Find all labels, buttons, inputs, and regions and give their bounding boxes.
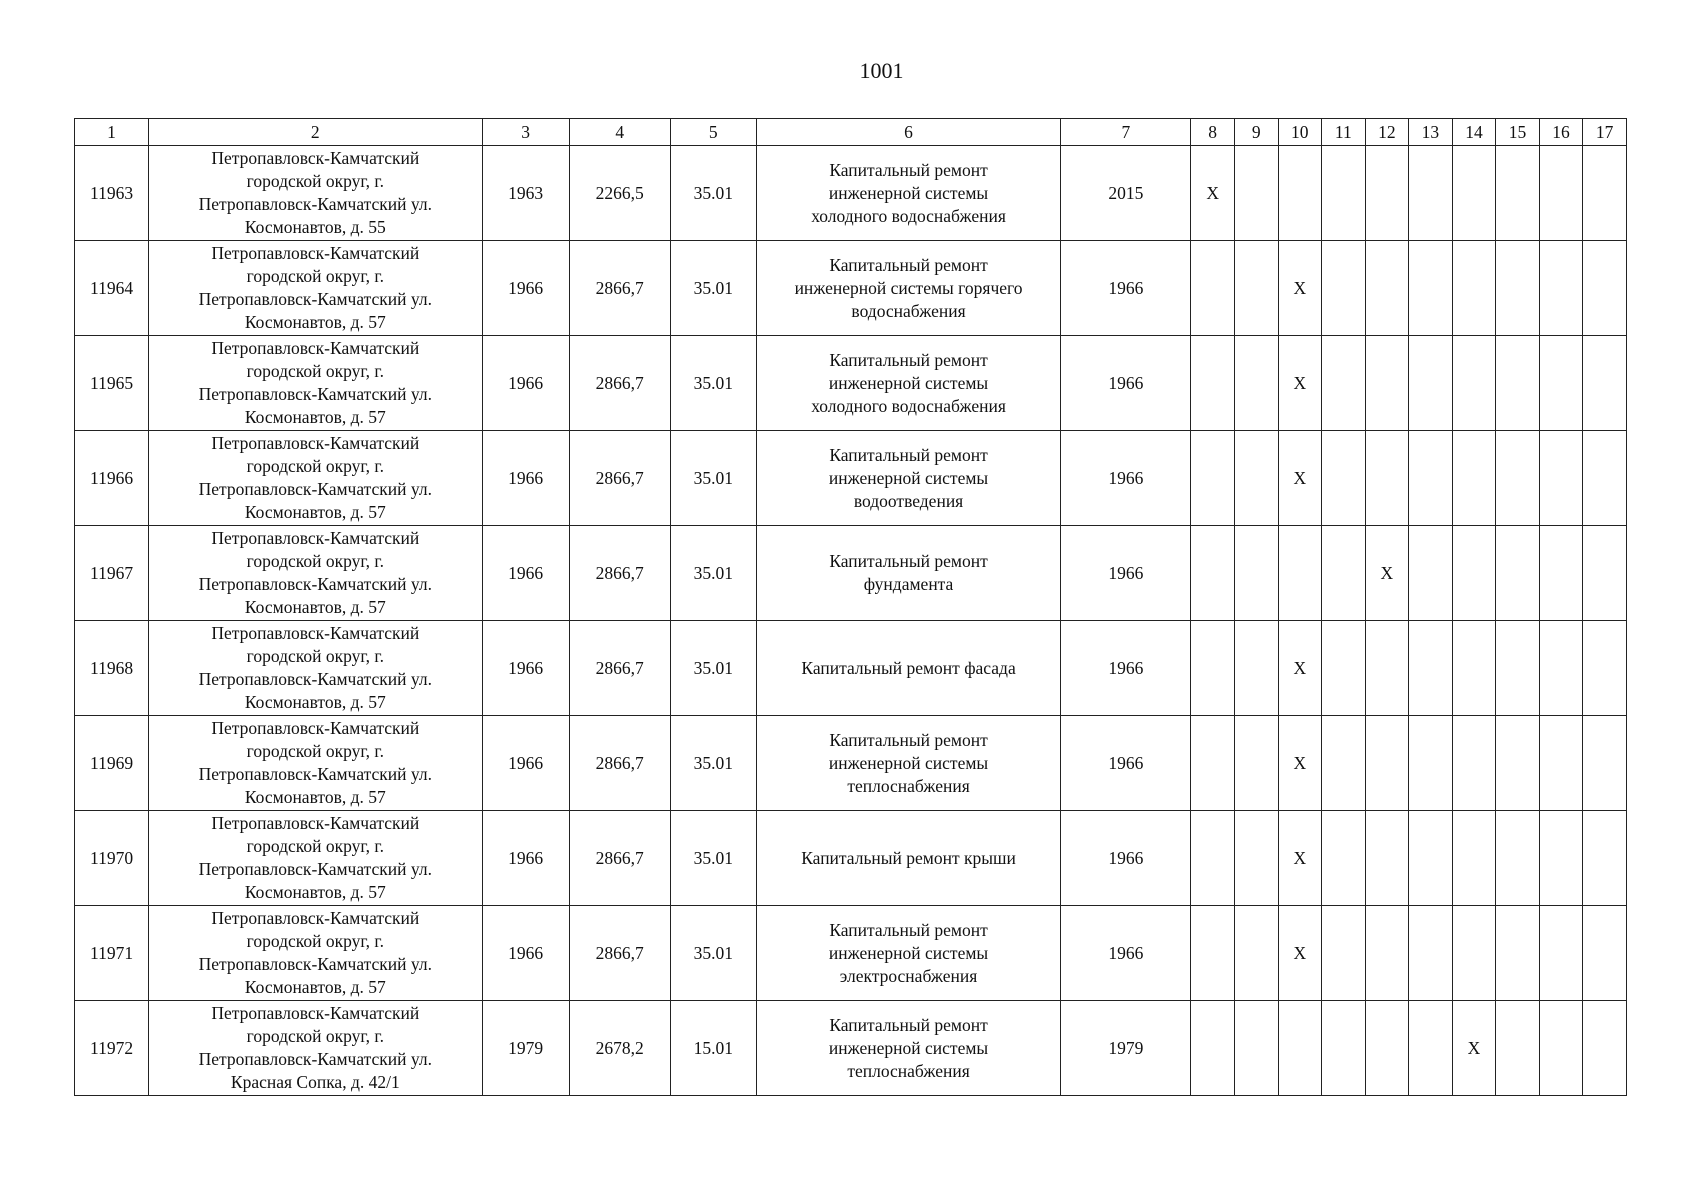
- empty-cell-col-14: [1452, 336, 1496, 431]
- mark-cell-col-10: X: [1278, 716, 1322, 811]
- work-type-cell-line: Капитальный ремонт: [829, 919, 988, 940]
- column-header-17: 17: [1583, 119, 1627, 146]
- address-cell-line: городской округ, г.: [246, 551, 384, 571]
- mark-cell-col-10: X: [1278, 621, 1322, 716]
- year-cell: 1966: [482, 526, 569, 621]
- year-7-cell: 1979: [1061, 1001, 1191, 1096]
- address-cell-line: Космонавтов, д. 57: [244, 312, 386, 332]
- work-type-cell: [756, 811, 1060, 906]
- code-cell: 35.01: [670, 241, 756, 336]
- address-cell-line: Петропавловск-Камчатский: [211, 433, 420, 453]
- table-row: [75, 431, 1627, 526]
- empty-cell-col-13: [1409, 336, 1453, 431]
- mark-cell-col-10: X: [1278, 241, 1322, 336]
- empty-cell-col-15: [1496, 716, 1540, 811]
- work-type-cell: [756, 621, 1060, 716]
- table-row: [75, 906, 1627, 1001]
- row-id: 11967: [75, 526, 149, 621]
- empty-cell-col-16: [1539, 906, 1583, 1001]
- year-7-cell: 1966: [1061, 336, 1191, 431]
- empty-cell-col-17: [1583, 336, 1627, 431]
- work-type-cell: [756, 146, 1060, 241]
- area-cell: 2866,7: [569, 716, 670, 811]
- address-cell-line: Петропавловск-Камчатский: [211, 338, 420, 358]
- empty-cell-col-17: [1583, 1001, 1627, 1096]
- work-type-cell-line: Капитальный ремонт: [829, 159, 988, 180]
- mark-cell-col-10: X: [1278, 906, 1322, 1001]
- work-type-cell-line: инженерной системы: [828, 942, 989, 963]
- empty-cell-col-16: [1539, 431, 1583, 526]
- work-type-cell-line: Капитальный ремонт: [829, 551, 988, 571]
- empty-cell-col-8: [1191, 621, 1235, 716]
- empty-cell-col-12: [1365, 906, 1409, 1001]
- address-cell-line: городской округ, г.: [246, 361, 384, 381]
- column-header-1: 1: [75, 119, 149, 146]
- work-type-cell-line: водоснабжения: [851, 300, 966, 321]
- row-id: 11964: [75, 241, 149, 336]
- address-cell-line: Петропавловск-Камчатский: [211, 813, 420, 833]
- empty-cell-col-8: [1191, 431, 1235, 526]
- work-type-cell-line: инженерной системы: [828, 467, 989, 488]
- address-cell-line: Космонавтов, д. 57: [244, 407, 386, 427]
- empty-cell-col-10: [1278, 1001, 1322, 1096]
- code-cell: 35.01: [670, 811, 756, 906]
- year-cell: 1966: [482, 431, 569, 526]
- address-cell-line: городской округ, г.: [246, 836, 384, 856]
- work-type-cell-line: инженерной системы горячего: [794, 277, 1023, 298]
- year-cell: 1966: [482, 906, 569, 1001]
- area-cell: 2866,7: [569, 431, 670, 526]
- address-cell-line: Петропавловск-Камчатский ул.: [198, 479, 432, 499]
- empty-cell-col-16: [1539, 1001, 1583, 1096]
- area-cell: 2866,7: [569, 811, 670, 906]
- empty-cell-col-16: [1539, 241, 1583, 336]
- address-cell-line: Петропавловск-Камчатский ул.: [198, 1049, 432, 1069]
- empty-cell-col-16: [1539, 716, 1583, 811]
- empty-cell-col-15: [1496, 241, 1540, 336]
- empty-cell-col-9: [1234, 241, 1278, 336]
- empty-cell-col-12: [1365, 811, 1409, 906]
- work-type-cell: [756, 716, 1060, 811]
- address-cell-line: Космонавтов, д. 57: [244, 977, 386, 997]
- empty-cell-col-8: [1191, 526, 1235, 621]
- column-header-2: 2: [149, 119, 482, 146]
- empty-cell-col-11: [1322, 621, 1366, 716]
- mark-cell-col-8: X: [1191, 146, 1235, 241]
- column-header-10: 10: [1278, 119, 1322, 146]
- address-cell-line: Петропавловск-Камчатский: [211, 623, 420, 643]
- empty-cell-col-11: [1322, 526, 1366, 621]
- address-cell: [149, 716, 482, 811]
- address-cell-line: Петропавловск-Камчатский ул.: [198, 859, 432, 879]
- column-header-12: 12: [1365, 119, 1409, 146]
- empty-cell-col-9: [1234, 526, 1278, 621]
- address-cell-line: Петропавловск-Камчатский ул.: [198, 669, 432, 689]
- code-cell: 35.01: [670, 906, 756, 1001]
- work-type-cell-line: Капитальный ремонт фасада: [801, 657, 1016, 678]
- empty-cell-col-9: [1234, 811, 1278, 906]
- empty-cell-col-8: [1191, 811, 1235, 906]
- column-header-4: 4: [569, 119, 670, 146]
- empty-cell-col-11: [1322, 146, 1366, 241]
- work-type-cell-line: Капитальный ремонт: [829, 349, 988, 370]
- year-cell: 1966: [482, 811, 569, 906]
- work-type-cell: [756, 906, 1060, 1001]
- empty-cell-col-8: [1191, 1001, 1235, 1096]
- code-cell: 35.01: [670, 526, 756, 621]
- code-cell: 35.01: [670, 336, 756, 431]
- address-cell-line: Космонавтов, д. 57: [244, 502, 386, 522]
- column-header-13: 13: [1409, 119, 1453, 146]
- table-row: [75, 1001, 1627, 1096]
- year-cell: 1979: [482, 1001, 569, 1096]
- row-id: 11968: [75, 621, 149, 716]
- work-type-cell-line: Капитальный ремонт крыши: [801, 847, 1016, 868]
- empty-cell-col-11: [1322, 336, 1366, 431]
- address-cell-line: городской округ, г.: [246, 171, 384, 191]
- address-cell-line: городской округ, г.: [246, 1026, 384, 1046]
- address-cell-line: городской округ, г.: [246, 741, 384, 761]
- address-cell-line: Петропавловск-Камчатский: [211, 718, 420, 738]
- work-type-cell: [756, 241, 1060, 336]
- address-cell-line: Петропавловск-Камчатский: [211, 148, 420, 168]
- row-id: 11972: [75, 1001, 149, 1096]
- repair-schedule-table: [74, 118, 1627, 1096]
- empty-cell-col-14: [1452, 526, 1496, 621]
- column-header-6: 6: [756, 119, 1060, 146]
- empty-cell-col-8: [1191, 716, 1235, 811]
- address-cell: [149, 811, 482, 906]
- work-type-cell-line: водоотведения: [853, 490, 964, 511]
- empty-cell-col-15: [1496, 431, 1540, 526]
- empty-cell-col-9: [1234, 336, 1278, 431]
- empty-cell-col-9: [1234, 906, 1278, 1001]
- work-type-cell-line: инженерной системы: [828, 372, 989, 393]
- address-cell-line: Петропавловск-Камчатский: [211, 243, 420, 263]
- year-7-cell: 1966: [1061, 241, 1191, 336]
- row-id: 11969: [75, 716, 149, 811]
- address-cell: [149, 336, 482, 431]
- address-cell: [149, 621, 482, 716]
- work-type-cell-line: Капитальный ремонт: [829, 254, 988, 275]
- column-header-3: 3: [482, 119, 569, 146]
- address-cell-line: Петропавловск-Камчатский: [211, 908, 420, 928]
- work-type-cell: [756, 1001, 1060, 1096]
- empty-cell-col-13: [1409, 431, 1453, 526]
- empty-cell-col-16: [1539, 336, 1583, 431]
- empty-cell-col-11: [1322, 906, 1366, 1001]
- work-type-cell-line: холодного водоснабжения: [811, 205, 1006, 226]
- empty-cell-col-9: [1234, 716, 1278, 811]
- work-type-cell-line: Капитальный ремонт: [829, 729, 988, 750]
- empty-cell-col-15: [1496, 906, 1540, 1001]
- code-cell: 15.01: [670, 1001, 756, 1096]
- empty-cell-col-8: [1191, 336, 1235, 431]
- empty-cell-col-8: [1191, 241, 1235, 336]
- empty-cell-col-12: [1365, 146, 1409, 241]
- empty-cell-col-13: [1409, 906, 1453, 1001]
- address-cell-line: Петропавловск-Камчатский ул.: [198, 574, 432, 594]
- area-cell: 2678,2: [569, 1001, 670, 1096]
- column-header-8: 8: [1191, 119, 1235, 146]
- empty-cell-col-14: [1452, 241, 1496, 336]
- work-type-cell-line: Капитальный ремонт: [829, 444, 988, 465]
- column-number-header: [75, 119, 1627, 146]
- address-cell: [149, 1001, 482, 1096]
- year-cell: 1963: [482, 146, 569, 241]
- work-type-cell-line: инженерной системы: [828, 182, 989, 203]
- address-cell: [149, 526, 482, 621]
- address-cell-line: Петропавловск-Камчатский ул.: [198, 954, 432, 974]
- row-id: 11970: [75, 811, 149, 906]
- empty-cell-col-10: [1278, 146, 1322, 241]
- work-type-cell-line: теплоснабжения: [847, 1060, 970, 1081]
- year-7-cell: 1966: [1061, 906, 1191, 1001]
- address-cell-line: Петропавловск-Камчатский: [211, 528, 420, 548]
- page-number: 1001: [859, 58, 904, 83]
- work-type-cell-line: инженерной системы: [828, 752, 989, 773]
- year-7-cell: 1966: [1061, 811, 1191, 906]
- empty-cell-col-17: [1583, 241, 1627, 336]
- work-type-cell-line: инженерной системы: [828, 1037, 989, 1058]
- column-header-9: 9: [1234, 119, 1278, 146]
- column-header-5: 5: [670, 119, 756, 146]
- empty-cell-col-15: [1496, 811, 1540, 906]
- row-id: 11971: [75, 906, 149, 1001]
- work-type-cell: [756, 431, 1060, 526]
- address-cell-line: Петропавловск-Камчатский: [211, 1003, 420, 1023]
- empty-cell-col-13: [1409, 526, 1453, 621]
- empty-cell-col-17: [1583, 431, 1627, 526]
- empty-cell-col-9: [1234, 1001, 1278, 1096]
- empty-cell-col-17: [1583, 621, 1627, 716]
- empty-cell-col-9: [1234, 621, 1278, 716]
- address-cell-line: Петропавловск-Камчатский ул.: [198, 764, 432, 784]
- year-cell: 1966: [482, 621, 569, 716]
- address-cell-line: Петропавловск-Камчатский ул.: [198, 384, 432, 404]
- address-cell-line: городской округ, г.: [246, 456, 384, 476]
- table-row: [75, 621, 1627, 716]
- address-cell: [149, 431, 482, 526]
- empty-cell-col-17: [1583, 146, 1627, 241]
- area-cell: 2866,7: [569, 241, 670, 336]
- empty-cell-col-15: [1496, 1001, 1540, 1096]
- empty-cell-col-15: [1496, 621, 1540, 716]
- work-type-cell: [756, 336, 1060, 431]
- empty-cell-col-16: [1539, 146, 1583, 241]
- empty-cell-col-14: [1452, 906, 1496, 1001]
- empty-cell-col-13: [1409, 146, 1453, 241]
- column-header-15: 15: [1496, 119, 1540, 146]
- empty-cell-col-12: [1365, 431, 1409, 526]
- mark-cell-col-10: X: [1278, 336, 1322, 431]
- empty-cell-col-17: [1583, 716, 1627, 811]
- empty-cell-col-14: [1452, 811, 1496, 906]
- work-type-cell-line: теплоснабжения: [847, 775, 970, 796]
- empty-cell-col-13: [1409, 716, 1453, 811]
- address-cell-line: Космонавтов, д. 55: [244, 217, 386, 237]
- mark-cell-col-14: X: [1452, 1001, 1496, 1096]
- empty-cell-col-14: [1452, 716, 1496, 811]
- year-7-cell: 1966: [1061, 526, 1191, 621]
- column-header-16: 16: [1539, 119, 1583, 146]
- table-row: [75, 336, 1627, 431]
- column-header-7: 7: [1061, 119, 1191, 146]
- empty-cell-col-12: [1365, 1001, 1409, 1096]
- work-type-cell-line: Капитальный ремонт: [829, 1014, 988, 1035]
- empty-cell-col-10: [1278, 526, 1322, 621]
- work-type-cell-line: электроснабжения: [839, 965, 978, 986]
- address-cell: [149, 241, 482, 336]
- row-id: 11963: [75, 146, 149, 241]
- empty-cell-col-15: [1496, 336, 1540, 431]
- address-cell-line: Петропавловск-Камчатский ул.: [198, 194, 432, 214]
- code-cell: 35.01: [670, 716, 756, 811]
- address-cell-line: Красная Сопка, д. 42/1: [230, 1072, 400, 1092]
- empty-cell-col-11: [1322, 811, 1366, 906]
- area-cell: 2866,7: [569, 906, 670, 1001]
- area-cell: 2866,7: [569, 621, 670, 716]
- code-cell: 35.01: [670, 431, 756, 526]
- address-cell-line: Космонавтов, д. 57: [244, 597, 386, 617]
- work-type-cell: [756, 526, 1060, 621]
- empty-cell-col-12: [1365, 621, 1409, 716]
- empty-cell-col-17: [1583, 526, 1627, 621]
- address-cell-line: Космонавтов, д. 57: [244, 787, 386, 807]
- empty-cell-col-15: [1496, 146, 1540, 241]
- area-cell: 2266,5: [569, 146, 670, 241]
- empty-cell-col-16: [1539, 526, 1583, 621]
- address-cell-line: Космонавтов, д. 57: [244, 882, 386, 902]
- area-cell: 2866,7: [569, 336, 670, 431]
- empty-cell-col-14: [1452, 431, 1496, 526]
- area-cell: 2866,7: [569, 526, 670, 621]
- address-cell-line: городской округ, г.: [246, 646, 384, 666]
- address-cell-line: городской округ, г.: [246, 931, 384, 951]
- address-cell: [149, 906, 482, 1001]
- address-cell-line: Петропавловск-Камчатский ул.: [198, 289, 432, 309]
- year-cell: 1966: [482, 716, 569, 811]
- year-7-cell: 2015: [1061, 146, 1191, 241]
- empty-cell-col-11: [1322, 716, 1366, 811]
- empty-cell-col-15: [1496, 526, 1540, 621]
- mark-cell-col-12: X: [1365, 526, 1409, 621]
- address-cell: [149, 146, 482, 241]
- table-row: [75, 716, 1627, 811]
- table-row: [75, 241, 1627, 336]
- code-cell: 35.01: [670, 621, 756, 716]
- row-id: 11965: [75, 336, 149, 431]
- table-row: [75, 146, 1627, 241]
- empty-cell-col-12: [1365, 241, 1409, 336]
- empty-cell-col-13: [1409, 621, 1453, 716]
- table-body: [75, 146, 1627, 1096]
- empty-cell-col-9: [1234, 431, 1278, 526]
- address-cell-line: Космонавтов, д. 57: [244, 692, 386, 712]
- empty-cell-col-16: [1539, 811, 1583, 906]
- year-7-cell: 1966: [1061, 716, 1191, 811]
- empty-cell-col-11: [1322, 1001, 1366, 1096]
- empty-cell-col-14: [1452, 621, 1496, 716]
- year-7-cell: 1966: [1061, 431, 1191, 526]
- year-cell: 1966: [482, 241, 569, 336]
- empty-cell-col-13: [1409, 1001, 1453, 1096]
- work-type-cell-line: фундамента: [863, 574, 954, 594]
- empty-cell-col-16: [1539, 621, 1583, 716]
- empty-cell-col-14: [1452, 146, 1496, 241]
- column-header-11: 11: [1322, 119, 1366, 146]
- mark-cell-col-10: X: [1278, 431, 1322, 526]
- empty-cell-col-9: [1234, 146, 1278, 241]
- empty-cell-col-11: [1322, 241, 1366, 336]
- empty-cell-col-17: [1583, 811, 1627, 906]
- column-header-14: 14: [1452, 119, 1496, 146]
- work-type-cell-line: холодного водоснабжения: [811, 395, 1006, 416]
- year-cell: 1966: [482, 336, 569, 431]
- address-cell-line: городской округ, г.: [246, 266, 384, 286]
- empty-cell-col-12: [1365, 716, 1409, 811]
- table-row: [75, 811, 1627, 906]
- empty-cell-col-13: [1409, 241, 1453, 336]
- empty-cell-col-17: [1583, 906, 1627, 1001]
- mark-cell-col-10: X: [1278, 811, 1322, 906]
- empty-cell-col-11: [1322, 431, 1366, 526]
- empty-cell-col-8: [1191, 906, 1235, 1001]
- code-cell: 35.01: [670, 146, 756, 241]
- empty-cell-col-13: [1409, 811, 1453, 906]
- empty-cell-col-12: [1365, 336, 1409, 431]
- year-7-cell: 1966: [1061, 621, 1191, 716]
- row-id: 11966: [75, 431, 149, 526]
- table-row: [75, 526, 1627, 621]
